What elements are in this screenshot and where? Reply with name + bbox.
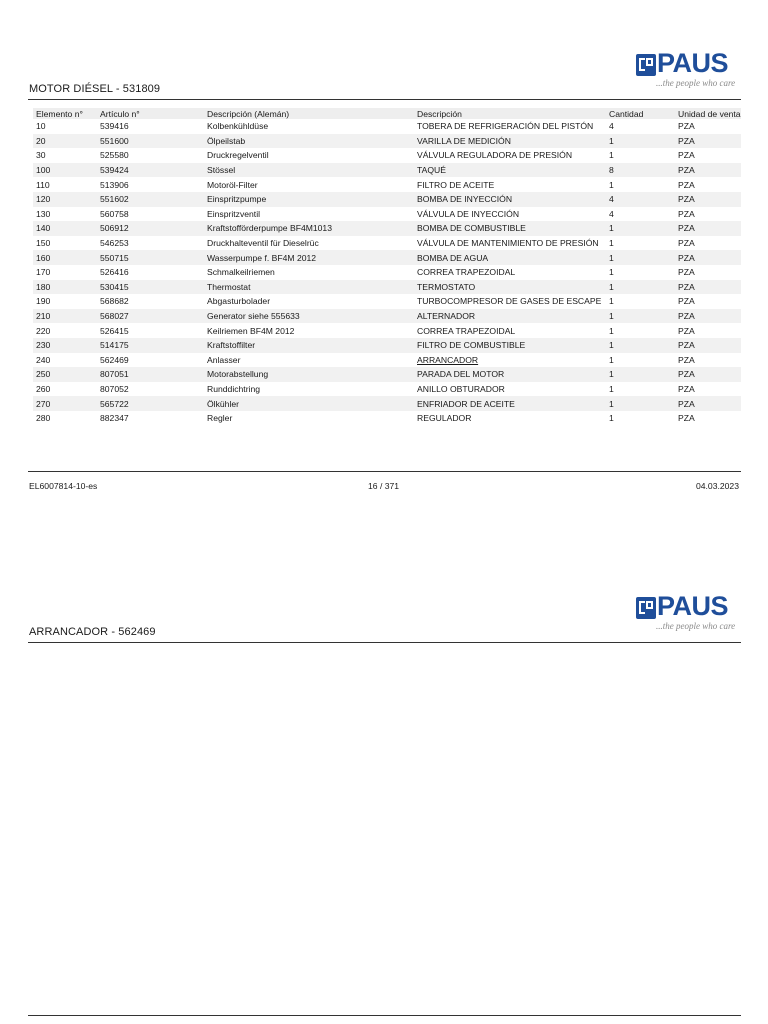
cell-description-german: Abgasturbolader	[204, 294, 414, 309]
cell-description-german: Kraftstoffilter	[204, 338, 414, 353]
cell-sales-unit: PZA	[675, 382, 741, 397]
cell-item-no: 10	[33, 119, 97, 134]
cell-item-no: 220	[33, 323, 97, 338]
table-row	[33, 192, 741, 207]
table-row	[33, 280, 741, 295]
cell-item-no: 210	[33, 309, 97, 324]
cell-description: VARILLA DE MEDICIÓN	[414, 134, 606, 149]
paus-logo-mark-icon	[636, 54, 656, 76]
footer-divider	[28, 1015, 741, 1016]
cell-description: TOBERA DE REFRIGERACIÓN DEL PISTÓN	[414, 119, 606, 134]
page-number: 16 / 371	[368, 481, 400, 491]
cell-description: ENFRIADOR DE ACEITE	[414, 396, 606, 411]
cell-description-german: Druckhalteventil für Dieselrüc	[204, 236, 414, 251]
cell-description-german: Motoröl-Filter	[204, 177, 414, 192]
cell-description: FILTRO DE ACEITE	[414, 177, 606, 192]
cell-article-no: 506912	[97, 221, 204, 236]
paus-logo-text: PAUS	[657, 591, 729, 621]
cell-item-no: 150	[33, 236, 97, 251]
cell-quantity: 1	[606, 177, 675, 192]
cell-article-no: 568027	[97, 309, 204, 324]
cell-item-no: 190	[33, 294, 97, 309]
cell-article-no: 525580	[97, 148, 204, 163]
parts-table	[33, 108, 741, 425]
table-row	[33, 396, 741, 411]
cell-description: VÁLVULA DE MANTENIMIENTO DE PRESIÓN	[414, 236, 606, 251]
cell-description-link[interactable]: ARRANCADOR	[414, 353, 606, 368]
table-row	[33, 163, 741, 178]
table-row	[33, 338, 741, 353]
cell-sales-unit: PZA	[675, 294, 741, 309]
cell-sales-unit: PZA	[675, 280, 741, 295]
cell-description-german: Ölpeilstab	[204, 134, 414, 149]
paus-logo	[636, 591, 742, 635]
cell-sales-unit: PZA	[675, 338, 741, 353]
table-row	[33, 221, 741, 236]
cell-quantity: 1	[606, 353, 675, 368]
cell-description: ANILLO OBTURADOR	[414, 382, 606, 397]
cell-quantity: 1	[606, 280, 675, 295]
table-row	[33, 250, 741, 265]
cell-item-no: 120	[33, 192, 97, 207]
cell-quantity: 1	[606, 309, 675, 324]
table-row	[33, 265, 741, 280]
table-header-row	[33, 108, 741, 119]
cell-description-german: Druckregelventil	[204, 148, 414, 163]
paus-logo	[636, 48, 742, 92]
cell-description: VÁLVULA REGULADORA DE PRESIÓN	[414, 148, 606, 163]
cell-description: CORREA TRAPEZOIDAL	[414, 323, 606, 338]
cell-item-no: 160	[33, 250, 97, 265]
cell-quantity: 1	[606, 236, 675, 251]
cell-article-no: 546253	[97, 236, 204, 251]
document-date: 04.03.2023	[695, 481, 739, 491]
cell-sales-unit: PZA	[675, 411, 741, 426]
cell-quantity: 1	[606, 294, 675, 309]
cell-description-german: Keilriemen BF4M 2012	[204, 323, 414, 338]
cell-description-german: Generator siehe 555633	[204, 309, 414, 324]
cell-quantity: 1	[606, 396, 675, 411]
column-header-article-no: Artículo n°	[97, 108, 204, 119]
table-row	[33, 353, 741, 368]
cell-item-no: 110	[33, 177, 97, 192]
cell-quantity: 1	[606, 382, 675, 397]
cell-article-no: 565722	[97, 396, 204, 411]
cell-article-no: 882347	[97, 411, 204, 426]
cell-article-no: 560758	[97, 207, 204, 222]
cell-description: TAQUÉ	[414, 163, 606, 178]
cell-quantity: 1	[606, 250, 675, 265]
cell-description: FILTRO DE COMBUSTIBLE	[414, 338, 606, 353]
cell-quantity: 1	[606, 367, 675, 382]
cell-description-german: Einspritzventil	[204, 207, 414, 222]
table-row	[33, 323, 741, 338]
cell-description: REGULADOR	[414, 411, 606, 426]
cell-article-no: 550715	[97, 250, 204, 265]
paus-logo-mark-icon	[636, 597, 656, 619]
cell-description-german: Schmalkeilriemen	[204, 265, 414, 280]
cell-sales-unit: PZA	[675, 221, 741, 236]
cell-item-no: 250	[33, 367, 97, 382]
column-header-sales-unit: Unidad de venta	[675, 108, 741, 119]
cell-sales-unit: PZA	[675, 250, 741, 265]
cell-quantity: 1	[606, 221, 675, 236]
cell-description-german: Kraftstofförderpumpe BF4M1013	[204, 221, 414, 236]
cell-description: CORREA TRAPEZOIDAL	[414, 265, 606, 280]
column-header-description: Descripción	[414, 108, 606, 119]
cell-sales-unit: PZA	[675, 367, 741, 382]
table-row	[33, 382, 741, 397]
cell-article-no: 526415	[97, 323, 204, 338]
cell-item-no: 230	[33, 338, 97, 353]
cell-item-no: 20	[33, 134, 97, 149]
cell-quantity: 1	[606, 148, 675, 163]
cell-quantity: 4	[606, 207, 675, 222]
cell-item-no: 30	[33, 148, 97, 163]
cell-article-no: 539424	[97, 163, 204, 178]
cell-sales-unit: PZA	[675, 236, 741, 251]
cell-item-no: 130	[33, 207, 97, 222]
header-divider	[28, 642, 741, 643]
paus-logo-tagline: ...the people who care	[656, 621, 736, 631]
cell-sales-unit: PZA	[675, 148, 741, 163]
cell-description: BOMBA DE INYECCIÓN	[414, 192, 606, 207]
cell-sales-unit: PZA	[675, 353, 741, 368]
cell-article-no: 568682	[97, 294, 204, 309]
cell-sales-unit: PZA	[675, 119, 741, 134]
cell-item-no: 260	[33, 382, 97, 397]
cell-article-no: 530415	[97, 280, 204, 295]
cell-description: TURBOCOMPRESOR DE GASES DE ESCAPE	[414, 294, 606, 309]
cell-quantity: 1	[606, 265, 675, 280]
column-header-quantity: Cantidad	[606, 108, 675, 119]
cell-sales-unit: PZA	[675, 323, 741, 338]
header-divider	[28, 99, 741, 100]
cell-article-no: 562469	[97, 353, 204, 368]
cell-article-no: 551602	[97, 192, 204, 207]
page-title: MOTOR DIÉSEL - 531809	[29, 83, 161, 95]
cell-description: BOMBA DE COMBUSTIBLE	[414, 221, 606, 236]
document-id: EL6007814-10-es	[29, 481, 98, 491]
paus-logo-text: PAUS	[657, 48, 729, 78]
table-row	[33, 411, 741, 426]
cell-sales-unit: PZA	[675, 265, 741, 280]
cell-description: ALTERNADOR	[414, 309, 606, 324]
cell-quantity: 4	[606, 192, 675, 207]
cell-description-german: Kolbenkühldüse	[204, 119, 414, 134]
cell-quantity: 8	[606, 163, 675, 178]
table-row	[33, 119, 741, 134]
cell-quantity: 1	[606, 134, 675, 149]
cell-description-german: Regler	[204, 411, 414, 426]
cell-article-no: 807052	[97, 382, 204, 397]
cell-item-no: 100	[33, 163, 97, 178]
cell-description-german: Motorabstellung	[204, 367, 414, 382]
cell-sales-unit: PZA	[675, 134, 741, 149]
cell-item-no: 170	[33, 265, 97, 280]
table-row	[33, 148, 741, 163]
cell-sales-unit: PZA	[675, 192, 741, 207]
column-header-description-german: Descripción (Alemán)	[204, 108, 414, 119]
cell-description-german: Ölkühler	[204, 396, 414, 411]
table-row	[33, 134, 741, 149]
column-header-item-no: Elemento n°	[33, 108, 97, 119]
cell-quantity: 4	[606, 119, 675, 134]
table-row	[33, 367, 741, 382]
cell-article-no: 513906	[97, 177, 204, 192]
cell-description-german: Stössel	[204, 163, 414, 178]
table-row	[33, 207, 741, 222]
cell-description-german: Anlasser	[204, 353, 414, 368]
cell-quantity: 1	[606, 411, 675, 426]
cell-description: BOMBA DE AGUA	[414, 250, 606, 265]
cell-sales-unit: PZA	[675, 163, 741, 178]
table-row	[33, 236, 741, 251]
cell-article-no: 551600	[97, 134, 204, 149]
cell-article-no: 514175	[97, 338, 204, 353]
cell-description: VÁLVULA DE INYECCIÓN	[414, 207, 606, 222]
cell-quantity: 1	[606, 338, 675, 353]
cell-sales-unit: PZA	[675, 207, 741, 222]
cell-item-no: 240	[33, 353, 97, 368]
cell-article-no: 539416	[97, 119, 204, 134]
table-row	[33, 309, 741, 324]
cell-item-no: 180	[33, 280, 97, 295]
page-title: ARRANCADOR - 562469	[29, 626, 156, 638]
footer-divider	[28, 471, 741, 472]
cell-description-german: Wasserpumpe f. BF4M 2012	[204, 250, 414, 265]
cell-sales-unit: PZA	[675, 309, 741, 324]
paus-logo-tagline: ...the people who care	[656, 78, 736, 88]
cell-item-no: 140	[33, 221, 97, 236]
cell-article-no: 526416	[97, 265, 204, 280]
cell-description-german: Thermostat	[204, 280, 414, 295]
cell-sales-unit: PZA	[675, 177, 741, 192]
table-row	[33, 294, 741, 309]
cell-description-german: Runddichtring	[204, 382, 414, 397]
cell-article-no: 807051	[97, 367, 204, 382]
cell-item-no: 270	[33, 396, 97, 411]
cell-description: PARADA DEL MOTOR	[414, 367, 606, 382]
cell-description-german: Einspritzpumpe	[204, 192, 414, 207]
table-row	[33, 177, 741, 192]
cell-quantity: 1	[606, 323, 675, 338]
cell-description: TERMOSTATO	[414, 280, 606, 295]
cell-sales-unit: PZA	[675, 396, 741, 411]
cell-item-no: 280	[33, 411, 97, 426]
